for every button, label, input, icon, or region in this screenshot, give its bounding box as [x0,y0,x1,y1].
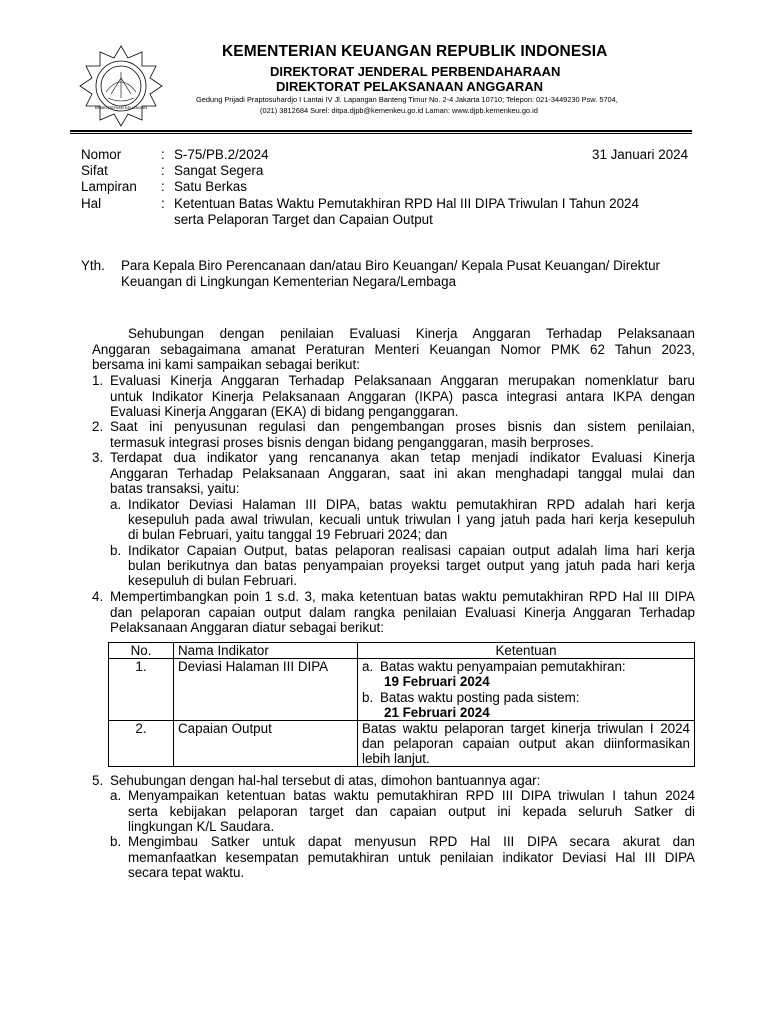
directorate-general-title: DIREKTORAT JENDERAL PERBENDAHARAAN [270,64,561,79]
point-3-line2: Anggaran Terhadap Pelaksanaan Anggaran, saat ini akan menghadapi tanggal mulai dan [110,466,695,481]
row2-line3: lebih lanjut. [362,751,430,766]
row1-a-text: Batas waktu penyampaian pemutakhiran: [380,659,626,674]
point-3b-line2: bulan berikutnya dan batas penyampaian proyeksi target output yang jatuh pada hari kerja [128,558,695,573]
point-2-number: 2. [92,419,104,434]
intro-line3: bersama ini kami sampaikan sebagai berikut: [92,357,360,372]
point-4-line1: Mempertimbangkan poin 1 s.d. 3, maka ketentuan batas waktu pemutakhiran RPD Hal III DIPA [110,589,695,604]
table-cell-no: 1. [109,659,174,721]
point-1-line1: Evaluasi Kinerja Anggaran Terhadap Pelaksanaan Anggaran merupakan nomenklatur baru [110,373,695,388]
header-rule-thin [70,133,692,134]
nomor-label: Nomor [81,147,122,162]
table-header-row [109,643,695,659]
lampiran-label: Lampiran [81,179,137,194]
kemenkeu-emblem-icon [66,42,176,130]
point-4-line2: dan pelaporan capaian output dalam rangka penilaian Evaluasi Kinerja Anggaran Terhadap [110,605,695,620]
point-5a-line1: Menyampaikan ketentuan batas waktu pemutakhiran RPD III DIPA triwulan I tahun 2024 [128,788,695,803]
point-5-line1: Sehubungan dengan hal-hal tersebut di atas, dimohon bantuannya agar: [110,773,541,788]
point-4-line3: Pelaksanaan Anggaran diatur sebagai berikut: [110,620,384,635]
sifat-label: Sifat [81,163,108,178]
letter-date: 31 Januari 2024 [592,147,689,162]
point-5b-line1: Mengimbau Satker untuk dapat menyusun RPD Hal III DIPA secara akurat dan [128,834,695,849]
table-row [109,659,695,721]
point-3a-line1: Indikator Deviasi Halaman III DIPA, batas waktu pemutakhiran RPD adalah hari kerja [128,497,695,512]
hal-label: Hal [81,196,102,211]
table-header: Nama Indikator [174,643,358,659]
table-cell-ketentuan [358,659,695,721]
table-row [109,721,695,767]
point-3b-line3: kesepuluh di bulan Februari. [128,573,297,588]
point-1-line2: untuk Indikator Kinerja Pelaksanaan Anggaran (IKPA) pasca integrasi antara IKPA dengan [110,389,695,404]
table-cell-ketentuan [358,721,695,767]
table-cell-no: 2. [109,721,174,767]
row1-a-date: 19 Februari 2024 [384,674,490,689]
table-cell-name: Deviasi Halaman III DIPA [174,659,358,721]
sifat-value: Sangat Segera [174,163,264,178]
directorate-title: DIREKTORAT PELAKSANAAN ANGGARAN [276,79,543,94]
row1-a-label: a. [362,659,374,674]
table-cell-name: Capaian Output [174,721,358,767]
point-1-line3: Evaluasi Kinerja Anggaran (EKA) di bidang penganggaran. [110,404,459,419]
colon: : [161,196,165,211]
table-header: No. [109,643,174,659]
point-3a-line2: kesepuluh pada awal triwulan, kecuali untuk triwulan I yang jatuh pada hari kerja kesepuluh [128,512,695,527]
point-5a-line3: lingkungan K/L Saudara. [128,819,275,834]
point-3a-line3: di bulan Februari, yaitu tanggal 19 Februari 2024; dan [128,527,448,542]
point-4-number: 4. [92,589,104,604]
row1-b-text: Batas waktu posting pada sistem: [380,690,580,705]
point-2-line1: Saat ini penyusunan regulasi dan pengembangan proses bisnis dan sistem penilaian, [110,419,695,434]
table-header: Ketentuan [358,643,695,659]
address-line-2: (021) 3812684 Surel: ditpa.djpb@kemenkeu.go.id Laman: www.djpb.kemenkeu.go.id [260,106,538,115]
point-3-line3: batas transaksi, yaitu: [110,481,240,496]
point-5-number: 5. [92,773,104,788]
point-3b-label: b. [110,543,122,558]
header-rule-thick [70,130,692,132]
point-5a-label: a. [110,788,122,803]
nomor-value: S-75/PB.2/2024 [174,147,269,162]
colon: : [161,163,165,178]
intro-line1: Sehubungan dengan penilaian Evaluasi Kinerja Anggaran Terhadap Pelaksanaan [128,326,695,341]
ketentuan-table [108,642,695,767]
point-5a-line2: serta kebijakan pelaporan target dan capaian output ini kepada seluruh Satker di [128,804,695,819]
row1-b-label: b. [362,690,374,705]
point-3b-line1: Indikator Capaian Output, batas pelaporan realisasi capaian output adalah lima hari kerja [128,543,695,558]
point-1-number: 1. [92,373,104,388]
colon: : [161,147,165,162]
point-3-line1: Terdapat dua indikator yang rencananya akan tetap menjadi indikator Evaluasi Kinerja [110,450,695,465]
recipient-line1: Para Kepala Biro Perencanaan dan/atau Biro Keuangan/ Kepala Pusat Keuangan/ Direktur [121,258,660,273]
row2-line2: dan pelaporan capaian output akan diinformasikan [362,736,690,751]
ministry-title: KEMENTERIAN KEUANGAN REPUBLIK INDONESIA [222,43,608,60]
point-5b-line3: secara tepat waktu. [128,865,245,880]
lampiran-value: Satu Berkas [174,179,247,194]
point-5b-line2: memanfaatkan kesempatan pemutakhiran untuk penilaian indikator Deviasi Hal III DIPA [128,850,695,865]
hal-value-line1: Ketentuan Batas Waktu Pemutakhiran RPD Hal III DIPA Triwulan I Tahun 2024 [174,196,639,211]
point-3-number: 3. [92,450,104,465]
colon: : [161,179,165,194]
point-3a-label: a. [110,497,122,512]
hal-value-line2: serta Pelaporan Target dan Capaian Output [174,212,433,227]
row1-b-date: 21 Februari 2024 [384,705,490,720]
emblem-text: KEMENTERIAN KEUANGAN [94,105,148,110]
row2-line1: Batas waktu pelaporan target kinerja triwulan I 2024 [362,721,690,736]
point-5b-label: b. [110,834,122,849]
point-2-line2: termasuk integrasi proses bisnis dengan bidang penganggaran, masih berproses. [110,435,594,450]
recipient-line2: Keuangan di Lingkungan Kementerian Negara/Lembaga [121,274,457,289]
intro-line2: Anggaran sebagaimana amanat Peraturan Menteri Keuangan Nomor PMK 62 Tahun 2023, [92,342,695,357]
address-line-1: Gedung Prijadi Praptosuhardjo I Lantai IV Jl. Lapangan Banteng Timur No. 2-4 Jakarta 10710; Telepon: 021-3449230 Psw. 5704, [196,95,618,104]
recipient-label: Yth. [81,258,105,273]
